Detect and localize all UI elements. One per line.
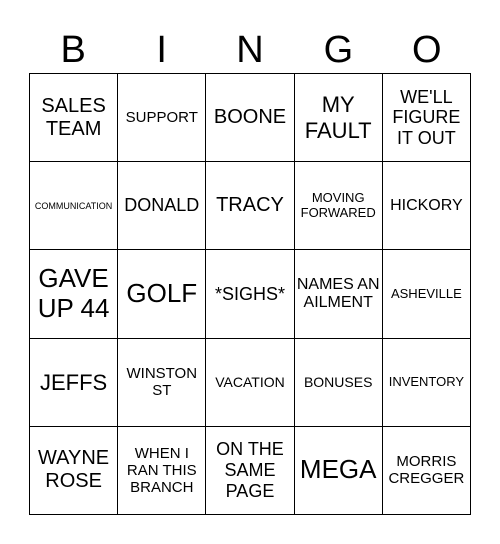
bingo-header <box>29 26 471 74</box>
bingo-cell-text: SALES TEAM <box>41 94 106 140</box>
bingo-cell-text: BOONE <box>213 106 287 129</box>
bingo-cell-r5-c2[interactable] <box>118 427 206 515</box>
bingo-cell-text: JEFFS <box>39 369 108 395</box>
bingo-cell-r4-c4[interactable] <box>295 339 383 427</box>
header-letter-b: B <box>60 29 86 71</box>
bingo-cell-r1-c3[interactable] <box>206 74 294 162</box>
bingo-cell-text: ON THE SAME PAGE <box>216 439 284 501</box>
bingo-cell-text: BONUSES <box>303 374 373 391</box>
bingo-cell-text: NAMES AN AILMENT <box>296 275 380 311</box>
bingo-cell-r1-c4[interactable] <box>295 74 383 162</box>
bingo-cell-text: HICKORY <box>390 196 463 214</box>
bingo-cell-text: VACATION <box>215 374 285 391</box>
bingo-cell-r2-c5[interactable] <box>383 162 471 250</box>
bingo-cell-text: MOVING FORWARED <box>300 189 376 220</box>
bingo-cell-r4-c5[interactable] <box>383 339 471 427</box>
bingo-cell-r4-c1[interactable] <box>30 339 118 427</box>
bingo-cell-text: WE'LL FIGURE IT OUT <box>392 86 461 148</box>
bingo-cell-text: DONALD <box>124 195 200 216</box>
header-letter-o: O <box>412 29 442 71</box>
bingo-cell-r5-c3[interactable] <box>206 427 294 515</box>
bingo-cell-r3-c5[interactable] <box>383 250 471 338</box>
bingo-cell-r5-c1[interactable] <box>30 427 118 515</box>
bingo-board <box>29 73 471 515</box>
bingo-cell-text: COMMUNICATION <box>34 200 113 211</box>
bingo-cell-text: GOLF <box>126 278 198 309</box>
bingo-cell-text: WINSTON ST <box>126 364 198 400</box>
bingo-cell-r5-c5[interactable] <box>383 427 471 515</box>
bingo-cell-r1-c2[interactable] <box>118 74 206 162</box>
bingo-cell-text: GAVE UP 44 <box>37 263 110 323</box>
header-letter-n: N <box>236 29 264 71</box>
bingo-cell-text: MY FAULT <box>304 92 372 143</box>
bingo-cell-r2-c4[interactable] <box>295 162 383 250</box>
bingo-cell-text: SUPPORT <box>125 108 198 126</box>
bingo-cell-text: ASHEVILLE <box>390 285 462 301</box>
bingo-cell-r4-c3[interactable] <box>206 339 294 427</box>
bingo-cell-r3-c1[interactable] <box>30 250 118 338</box>
bingo-cell-text: *SIGHS* <box>214 283 285 304</box>
bingo-cell-r1-c1[interactable] <box>30 74 118 162</box>
bingo-cell-text: MORRIS CREGGER <box>388 453 465 488</box>
bingo-cell-r2-c3[interactable] <box>206 162 294 250</box>
bingo-cell-r3-c4[interactable] <box>295 250 383 338</box>
bingo-cell-text: INVENTORY <box>388 373 465 389</box>
bingo-cell-text: WHEN I RAN THIS BRANCH <box>126 444 197 497</box>
bingo-cell-r2-c2[interactable] <box>118 162 206 250</box>
bingo-cell-r2-c1[interactable] <box>30 162 118 250</box>
bingo-cell-r3-c2[interactable] <box>118 250 206 338</box>
bingo-cell-r5-c4[interactable] <box>295 427 383 515</box>
header-letter-i: I <box>156 29 167 71</box>
bingo-cell-text: TRACY <box>216 194 284 217</box>
bingo-cell-r1-c5[interactable] <box>383 74 471 162</box>
bingo-cell-r3-c3[interactable] <box>206 250 294 338</box>
bingo-cell-r4-c2[interactable] <box>118 339 206 427</box>
bingo-cell-text: MEGA <box>299 454 377 485</box>
bingo-cell-text: WAYNE ROSE <box>38 447 110 493</box>
header-letter-g: G <box>323 29 354 71</box>
